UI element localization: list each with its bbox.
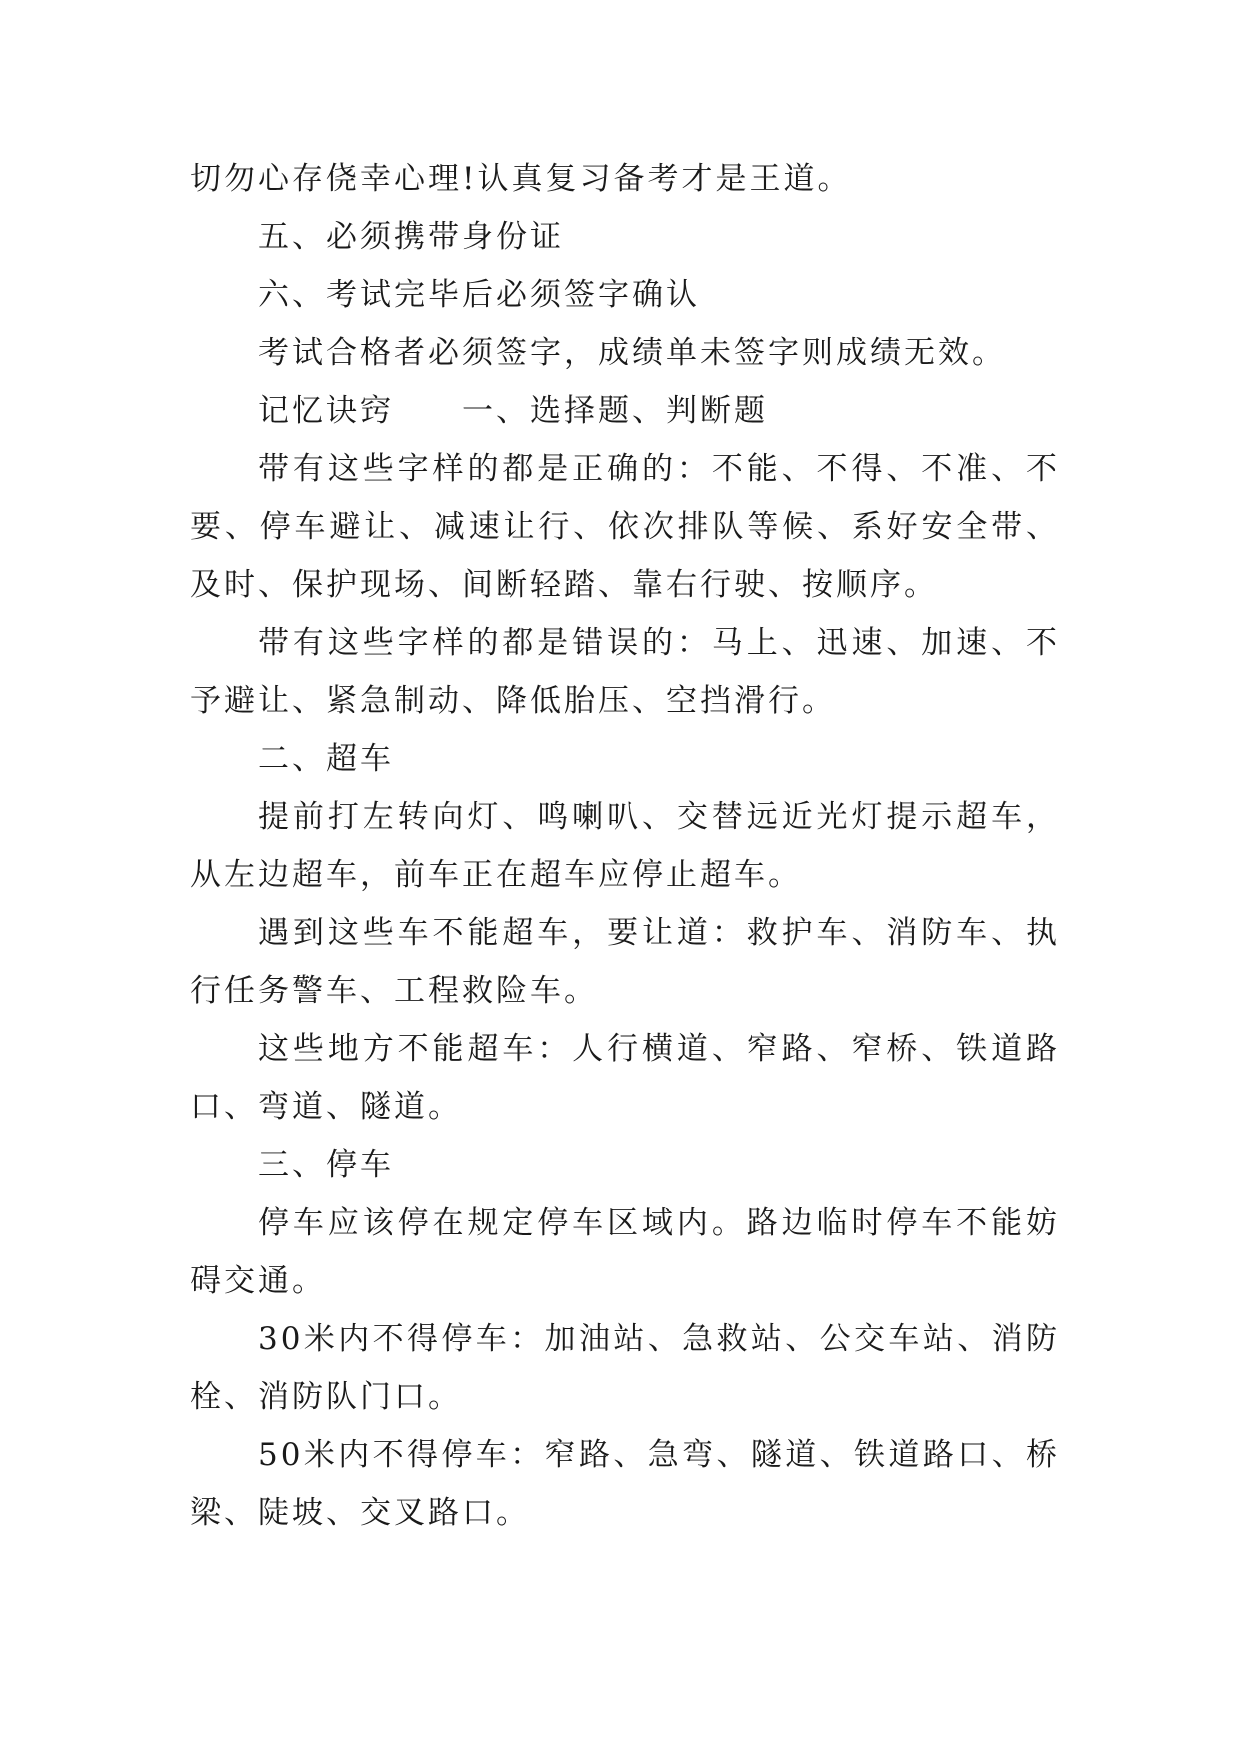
paragraph-wrong-words: 带有这些字样的都是错误的：马上、迅速、加速、不予避让、紧急制动、降低胎压、空挡滑行。 (190, 625, 1060, 719)
heading-memory-tips: 记忆诀窍 一、选择题、判断题 (258, 393, 768, 429)
paragraph-overtaking-rules: 提前打左转向灯、鸣喇叭、交替远近光灯提示超车，从左边超车，前车正在超车应停止超车。 (190, 799, 1060, 893)
paragraph-no-overtake-places: 这些地方不能超车：人行横道、窄路、窄桥、铁道路口、弯道、隧道。 (190, 1031, 1060, 1125)
paragraph-correct-words: 带有这些字样的都是正确的：不能、不得、不准、不要、停车避让、减速让行、依次排队等候、系好安全带、及时、保护现场、间断轻踏、靠右行驶、按顺序。 (190, 451, 1060, 603)
paragraph-continuation: 切勿心存侥幸心理!认真复习备考才是王道。 (190, 161, 852, 197)
paragraph-no-overtake-vehicles: 遇到这些车不能超车，要让道：救护车、消防车、执行任务警车、工程救险车。 (190, 915, 1060, 1009)
document-body (190, 150, 1060, 1542)
paragraph-30m-no-parking: 30米内不得停车：加油站、急救站、公交车站、消防栓、消防队门口。 (190, 1321, 1060, 1415)
paragraph-parking-area: 停车应该停在规定停车区域内。路边临时停车不能妨碍交通。 (190, 1205, 1060, 1299)
heading-six-signature: 六、考试完毕后必须签字确认 (258, 277, 700, 313)
heading-overtaking: 二、超车 (258, 741, 394, 777)
heading-parking: 三、停车 (258, 1147, 394, 1183)
paragraph-50m-no-parking: 50米内不得停车：窄路、急弯、隧道、铁道路口、桥梁、陡坡、交叉路口。 (190, 1437, 1060, 1531)
paragraph-signature-required: 考试合格者必须签字，成绩单未签字则成绩无效。 (258, 335, 1006, 371)
heading-five-id-card: 五、必须携带身份证 (258, 219, 564, 255)
